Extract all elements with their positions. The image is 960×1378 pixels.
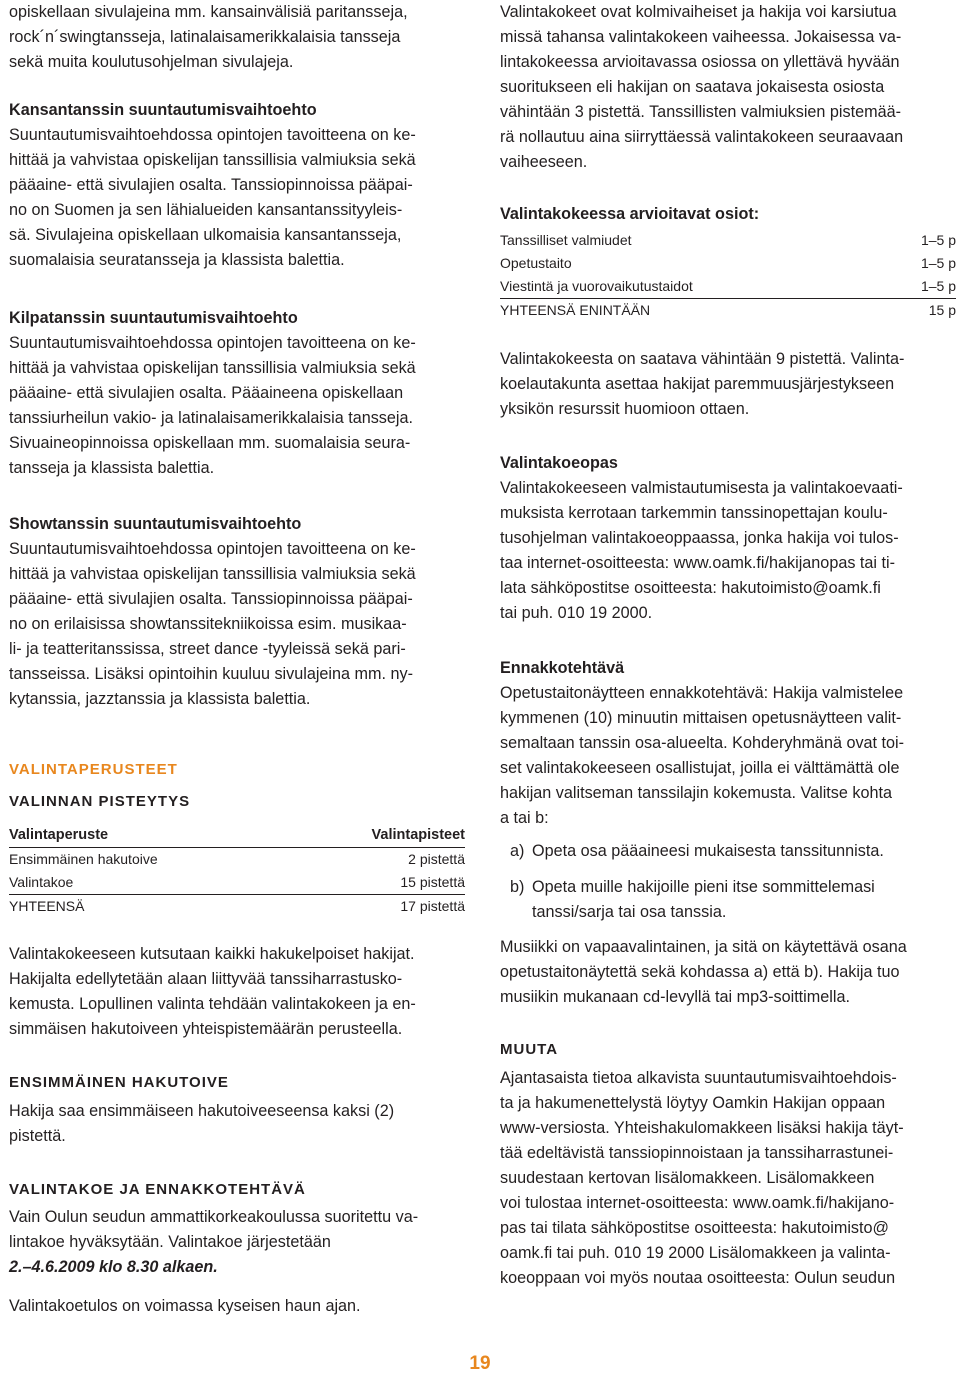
musiikki-paragraph — [500, 935, 960, 1010]
text-line: set valintakokeeseen osallistujat, joilla ei välttämättä ole — [500, 759, 900, 777]
text-line: lata sähköpostitse osoitteesta: hakutoimisto@oamk.fi — [500, 579, 881, 597]
text-line: www-versiosta. Yhteishakulomakkeen lisäksi hakija täyt- — [500, 1119, 904, 1137]
text-line: oamk.fi tai puh. 010 19 2000 Lisälomakkeen ja valinta- — [500, 1244, 891, 1262]
table-cell: 1–5 p — [920, 255, 956, 271]
section-heading: Ennakkotehtävä — [500, 659, 625, 677]
text-line: hittää ja vahvistaa opiskelijan tanssillisia valmiuksia sekä — [9, 151, 416, 169]
text-line: opiskellaan sivulajeina mm. kansainvälisiä paritansseja, — [9, 3, 408, 21]
intro-paragraph — [9, 0, 467, 75]
table-cell: 15 p — [928, 302, 956, 318]
text-line: rä nollautuu aina siirryttäessä valintakokeen seuraavaan — [500, 128, 904, 146]
text-line: no on Suomen ja sen lähialueiden kansantanssityyleis- — [9, 201, 403, 219]
text-line: hittää ja vahvistaa opiskelijan tanssillisia valmiuksia sekä — [9, 565, 416, 583]
text-line: pääaine- että sivulajien osalta. Tanssiopinnoissa pääpai- — [9, 590, 413, 608]
text-line: pääaine- että sivulajien osalta. Pääaineena opiskellaan — [9, 384, 404, 402]
text-line: ta ja hakumenettelystä löytyy Oamkin Hakijan oppaan — [500, 1094, 886, 1112]
section-heading: Kilpatanssin suuntautumisvaihtoehto — [9, 309, 298, 327]
osiot-heading: Valintakokeessa arvioitavat osiot: — [500, 205, 760, 223]
text-line: Hakija saa ensimmäiseen hakutoiveeseensa kaksi (2) — [9, 1102, 395, 1120]
text-line: taa internet-osoitteesta: www.oamk.fi/hakijanopas tai ti- — [500, 554, 895, 572]
table-row — [500, 275, 956, 299]
table-cell: Valintakoe — [9, 874, 74, 890]
table-cell: Opetustaito — [500, 255, 572, 271]
text-line: voi tulostaa internet-osoitteesta: www.oamk.fi/hakijano- — [500, 1194, 895, 1212]
showtanssi-section — [9, 512, 467, 712]
text-line: suomalaisia seuratansseja ja klassista balettia. — [9, 251, 345, 269]
table-cell: YHTEENSÄ — [9, 898, 85, 914]
vahintaan-paragraph — [500, 347, 960, 422]
table-cell: 17 pistettä — [400, 898, 465, 914]
table-cell: 1–5 p — [920, 278, 956, 294]
option-label: b) — [510, 878, 525, 896]
table-header-cell: Valintaperuste — [9, 827, 109, 843]
text-line: Opetustaitonäytteen ennakkotehtävä: Hakija valmistelee — [500, 684, 904, 702]
table-header-cell: Valintapisteet — [371, 827, 465, 843]
table-total-row — [9, 895, 465, 918]
text-line: lintakoe hyväksytään. Valintakoe järjestetään — [9, 1233, 331, 1251]
table-total-row — [500, 299, 956, 322]
text-line: Valintakokeeseen valmistautumisesta ja valintakoevaati- — [500, 479, 903, 497]
pisteytys-table — [9, 824, 465, 918]
opas-section — [500, 451, 960, 626]
kutsu-paragraph — [9, 942, 467, 1042]
text-line: tansseissa. Lisäksi opintoihin kuuluu sivulajeina mm. ny- — [9, 665, 413, 683]
intro-paragraph — [500, 0, 960, 175]
text-line: pistettä. — [9, 1127, 66, 1145]
kilpatanssi-section — [9, 306, 467, 481]
text-line: Suuntautumisvaihtoehdossa opintojen tavoitteena on ke- — [9, 334, 416, 352]
text-line: sä. Sivulajeina opiskellaan ulkomaisia kansantansseja, — [9, 226, 402, 244]
text-line: simmäisen hakutoiveen yhteispistemäärän perusteella. — [9, 1020, 403, 1038]
text-line: Ajantasaista tietoa alkavista suuntautumisvaihtoehdois- — [500, 1069, 897, 1087]
hakutoive-paragraph — [9, 1099, 467, 1149]
table-row — [500, 252, 956, 275]
pisteytys-heading: VALINNAN PISTEYTYS — [9, 793, 191, 810]
text-line: kymmenen (10) minuutin mittaisen opetusnäytteen valit- — [500, 709, 902, 727]
text-line: hittää ja vahvistaa opiskelijan tanssillisia valmiuksia sekä — [9, 359, 416, 377]
table-cell: Tanssilliset valmiudet — [500, 232, 632, 248]
kansantanssi-section — [9, 98, 467, 273]
option-b — [510, 875, 960, 925]
text-line: no on erilaisissa showtanssitekniikoissa esim. musikaa- — [9, 615, 407, 633]
table-row — [9, 848, 465, 871]
valintakoe-paragraph — [9, 1205, 467, 1280]
text-line: tansseja ja klassista balettia. — [9, 459, 215, 477]
text-line: pas tai tilata sähköpostitse osoitteesta: hakutoimisto@ — [500, 1219, 889, 1237]
text-line: Valintakokeesta on saatava vähintään 9 pistettä. Valinta- — [500, 350, 905, 368]
text-line: Sivuaineopinnoissa opiskellaan mm. suomalaisia seura- — [9, 434, 411, 452]
option-text: Opeta muille hakijoille pieni itse sommittelemasi — [532, 878, 875, 896]
text-line: kemusta. Lopullinen valinta tehdään valintakokeen ja en- — [9, 995, 416, 1013]
table-cell: 1–5 p — [920, 232, 956, 248]
option-text: Opeta osa pääaineesi mukaisesta tanssitunnista. — [532, 842, 884, 860]
ennakko-section — [500, 656, 960, 831]
text-line: muksista kerrotaan tarkemmin tanssinopettajan koulu- — [500, 504, 888, 522]
text-line: Valintakokeet ovat kolmivaiheiset ja hakija voi karsiutua — [500, 3, 897, 21]
option-a — [510, 839, 960, 864]
text-line: semaltaan tanssin osa-alueelta. Kohderyhmänä ovat toi- — [500, 734, 905, 752]
valintaperusteet-heading: VALINTAPERUSTEET — [9, 761, 178, 778]
text-line: suudestaan kertovan lisälomakkeen. Lisälomakkeen — [500, 1169, 875, 1187]
text-line: kytanssia, jazztanssia ja klassista balettia. — [9, 690, 311, 708]
text-line: a tai b: — [500, 809, 549, 827]
valintakoe-date: 2.–4.6.2009 klo 8.30 alkaen. — [9, 1258, 218, 1276]
text-line: tanssiurheilun vakio- ja latinalaisamerikkalaisia tansseja. — [9, 409, 413, 427]
text-line: tusohjelman valintakoeoppaassa, jonka hakija voi tulos- — [500, 529, 899, 547]
text-line: missä tahansa valintakokeen vaiheessa. Jokaisessa va- — [500, 28, 902, 46]
text-line: hakijan valitseman tanssilajin kokemusta. Valitse kohta — [500, 784, 892, 802]
table-cell: YHTEENSÄ ENINTÄÄN — [500, 302, 651, 318]
text-line: koelautakunta asettaa hakijat paremmuusjärjestykseen — [500, 375, 895, 393]
table-cell: Ensimmäinen hakutoive — [9, 851, 158, 867]
text-line: Suuntautumisvaihtoehdossa opintojen tavoitteena on ke- — [9, 126, 416, 144]
text-line: vähintään 3 pistettä. Tanssillisten valmiuksien pistemää- — [500, 103, 901, 121]
text-line: rock´n´swingtansseja, latinalaisamerikkalaisia tansseja — [9, 28, 401, 46]
hakutoive-heading: ENSIMMÄINEN HAKUTOIVE — [9, 1074, 229, 1091]
valintakoetulos-text: Valintakoetulos on voimassa kyseisen haun ajan. — [9, 1297, 361, 1315]
option-text: tanssi/sarja tai osa tanssia. — [532, 903, 727, 921]
text-line: sekä muita koulutusohjelman sivulajeja. — [9, 53, 294, 71]
table-row — [9, 871, 465, 895]
text-line: Vain Oulun seudun ammattikorkeakoulussa suoritettu va- — [9, 1208, 419, 1226]
text-line: lintakokeessa arvioitavassa osiossa on yllettävä hyvään — [500, 53, 900, 71]
text-line: vaiheeseen. — [500, 153, 588, 171]
valintakoe-heading: VALINTAKOE JA ENNAKKOTEHTÄVÄ — [9, 1181, 306, 1198]
table-header-row — [9, 824, 465, 848]
text-line: opetustaitonäytettä sekä kohdassa a) että b). Hakija tuo — [500, 963, 900, 981]
text-line: Hakijalta edellytetään alaan liittyvää tanssiharrastusko- — [9, 970, 403, 988]
option-label: a) — [510, 842, 525, 860]
text-line: Musiikki on vapaavalintainen, ja sitä on käytettävä osana — [500, 938, 907, 956]
muuta-heading: MUUTA — [500, 1041, 559, 1058]
text-line: li- ja teatteritanssissa, street dance -tyyleissä sekä pari- — [9, 640, 406, 658]
table-row — [500, 229, 956, 252]
text-line: Suuntautumisvaihtoehdossa opintojen tavoitteena on ke- — [9, 540, 416, 558]
osiot-table — [500, 229, 956, 322]
table-cell: 2 pistettä — [408, 851, 465, 867]
table-cell: Viestintä ja vuorovaikutustaidot — [500, 278, 693, 294]
muuta-paragraph — [500, 1066, 960, 1291]
text-line: yksikön resurssit huomioon ottaen. — [500, 400, 750, 418]
table-cell: 15 pistettä — [400, 874, 465, 890]
text-line: tai puh. 010 19 2000. — [500, 604, 653, 622]
text-line: musiikin mukanaan cd-levyllä tai mp3-soittimella. — [500, 988, 850, 1006]
text-line: tää edeltävistä tanssiopinnoistaan ja tanssiharrastunei- — [500, 1144, 894, 1162]
section-heading: Showtanssin suuntautumisvaihtoehto — [9, 515, 302, 533]
section-heading: Valintakoeopas — [500, 454, 618, 472]
text-line: koeoppaan voi myös noutaa osoitteesta: Oulun seudun — [500, 1269, 896, 1287]
section-heading: Kansantanssin suuntautumisvaihtoehto — [9, 101, 317, 119]
text-line: suoritukseen eli hakijan on saatava jokaisesta osiosta — [500, 78, 885, 96]
text-line: pääaine- että sivulajien osalta. Tanssiopinnoissa pääpai- — [9, 176, 413, 194]
page-number: 19 — [469, 1353, 491, 1374]
text-line: Valintakokeeseen kutsutaan kaikki hakukelpoiset hakijat. — [9, 945, 415, 963]
